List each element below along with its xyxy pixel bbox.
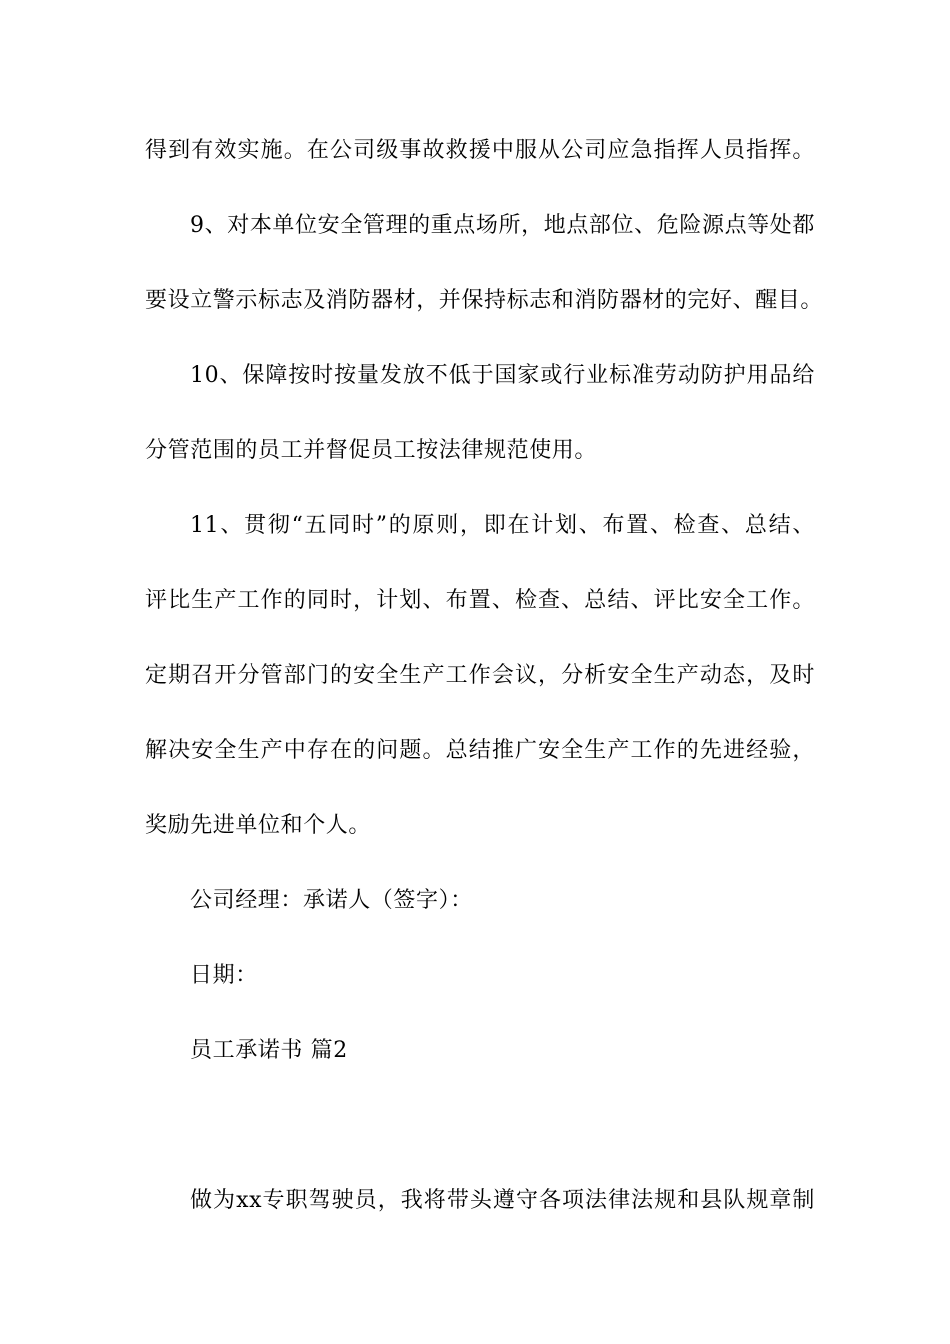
paragraph-line-3: 要设立警示标志及消防器材，并保持标志和消防器材的完好、醒目。: [145, 288, 824, 313]
paragraph-line-10: 奖励先进单位和个人。: [145, 813, 372, 838]
paragraph-line-14: 做为xx专职驾驶员，我将带头遵守各项法律法规和县队规章制: [190, 1188, 815, 1213]
paragraph-line-8: 定期召开分管部门的安全生产工作会议，分析安全生产动态，及时: [145, 663, 815, 688]
date-line: 日期：: [190, 963, 258, 988]
paragraph-line-5: 分管范围的员工并督促员工按法律规范使用。: [145, 438, 598, 463]
paragraph-line-4: 10、保障按时按量发放不低于国家或行业标准劳动防护用品给: [190, 363, 815, 388]
paragraph-line-6: 11、贯彻“五同时”的原则，即在计划、布置、检查、总结、: [190, 513, 815, 538]
paragraph-line-9: 解决安全生产中存在的问题。总结推广安全生产工作的先进经验，: [145, 738, 815, 763]
section-heading: 员工承诺书 篇2: [190, 1038, 348, 1063]
paragraph-line-7: 评比生产工作的同时，计划、布置、检查、总结、评比安全工作。: [145, 588, 815, 613]
paragraph-line-2: 9、对本单位安全管理的重点场所，地点部位、危险源点等处都: [190, 213, 815, 238]
paragraph-line-1: 得到有效实施。在公司级事故救援中服从公司应急指挥人员指挥。: [145, 138, 815, 163]
signature-line: 公司经理：承诺人（签字）：: [190, 888, 473, 913]
